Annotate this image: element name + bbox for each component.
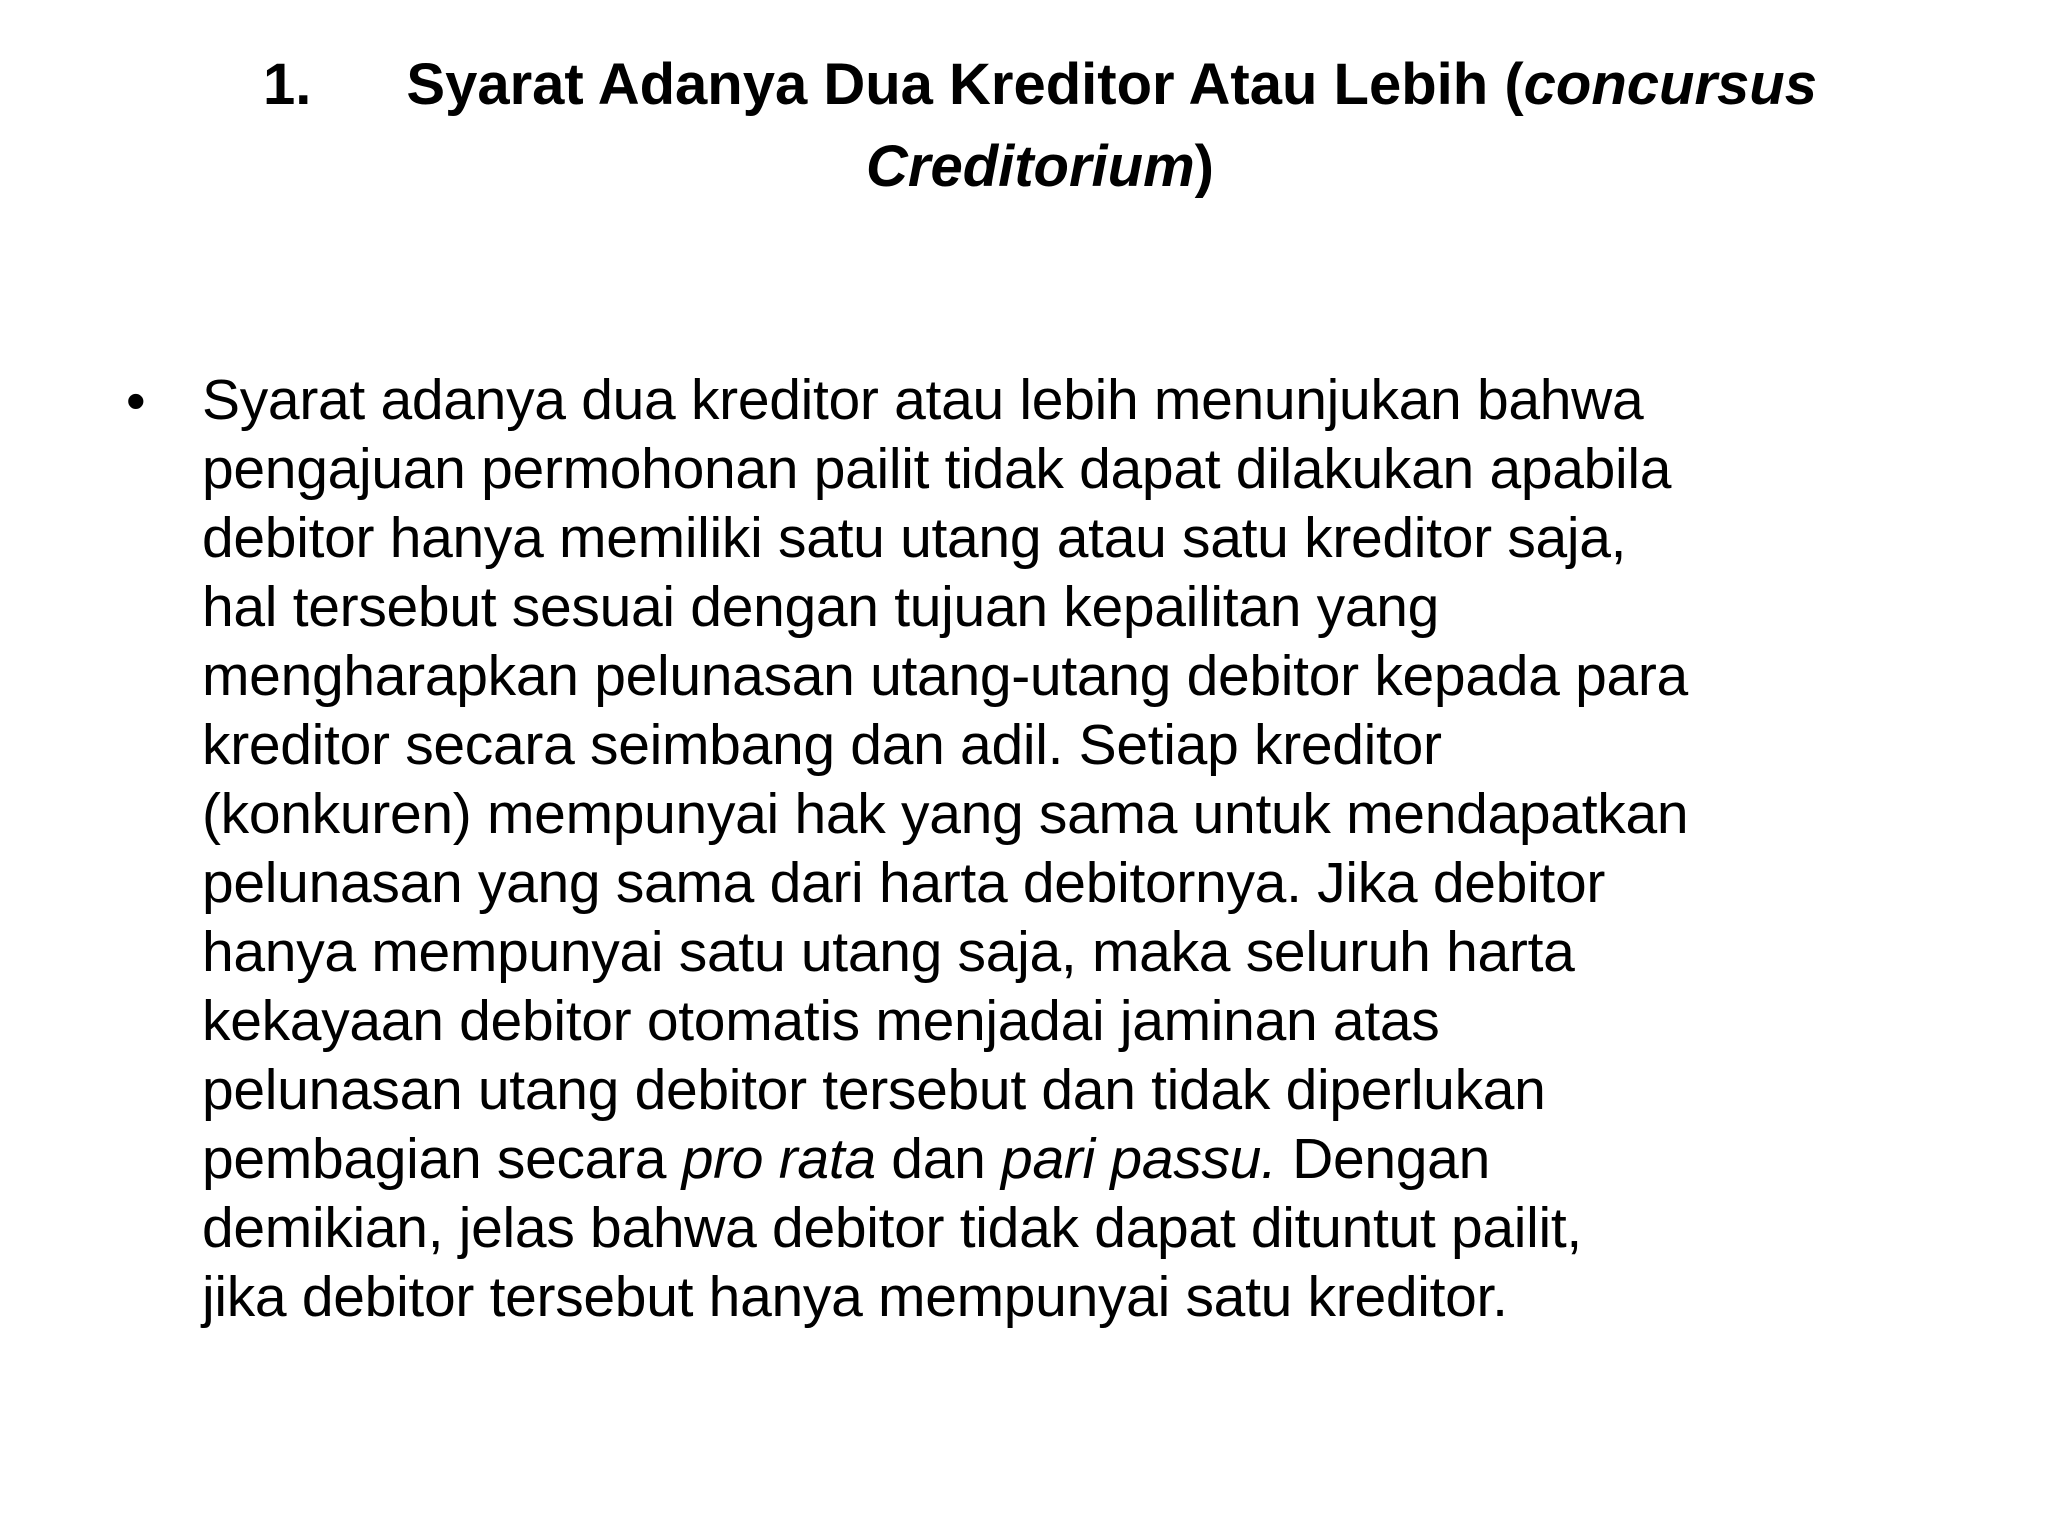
- line-text: Dengan: [1276, 1127, 1490, 1191]
- paragraph-line: kekayaan debitor otomatis menjadai jaminan atas: [202, 989, 1440, 1053]
- line-text: pembagian secara: [202, 1127, 682, 1191]
- title-text-suffix: ): [1194, 134, 1214, 199]
- paragraph-line: mengharapkan pelunasan utang-utang debitor kepada para: [202, 644, 1688, 708]
- slide-title: [190, 44, 1890, 208]
- bullet-paragraph: [202, 366, 1946, 1332]
- paragraph-line: demikian, jelas bahwa debitor tidak dapat dituntut pailit,: [202, 1196, 1582, 1260]
- title-italic-concursus: concursus: [1523, 52, 1817, 117]
- title-line-1: [190, 44, 1890, 126]
- title-italic-creditorium: Creditorium: [865, 134, 1195, 199]
- italic-pari-passu: pari passu.: [1001, 1127, 1277, 1191]
- paragraph-line: pelunasan yang sama dari harta debitornya. Jika debitor: [202, 851, 1606, 915]
- paragraph-line: hal tersebut sesuai dengan tujuan kepailitan yang: [202, 575, 1440, 639]
- title-number: 1.: [263, 52, 312, 117]
- paragraph-line: pengajuan permohonan pailit tidak dapat dilakukan apabila: [202, 437, 1672, 501]
- italic-pro-rata: pro rata: [681, 1127, 876, 1191]
- paragraph-line: pelunasan utang debitor tersebut dan tidak diperlukan: [202, 1058, 1546, 1122]
- title-text-prefix: Syarat Adanya Dua Kreditor Atau Lebih (: [406, 52, 1524, 117]
- paragraph-line: jika debitor tersebut hanya mempunyai satu kreditor.: [202, 1265, 1508, 1329]
- line-text: dan: [875, 1127, 1002, 1191]
- paragraph-line: hanya mempunyai satu utang saja, maka seluruh harta: [202, 920, 1575, 984]
- bullet-list: [126, 366, 1946, 1332]
- paragraph-line-pro-rata: [202, 1125, 1946, 1194]
- paragraph-line: debitor hanya memiliki satu utang atau satu kreditor saja,: [202, 506, 1627, 570]
- title-line-2: [190, 126, 1890, 208]
- bullet-marker: •: [126, 369, 146, 432]
- paragraph-line: kreditor secara seimbang dan adil. Setiap kreditor: [202, 713, 1442, 777]
- paragraph-line: (konkuren) mempunyai hak yang sama untuk mendapatkan: [202, 782, 1689, 846]
- paragraph-line: Syarat adanya dua kreditor atau lebih menunjukan bahwa: [202, 368, 1644, 432]
